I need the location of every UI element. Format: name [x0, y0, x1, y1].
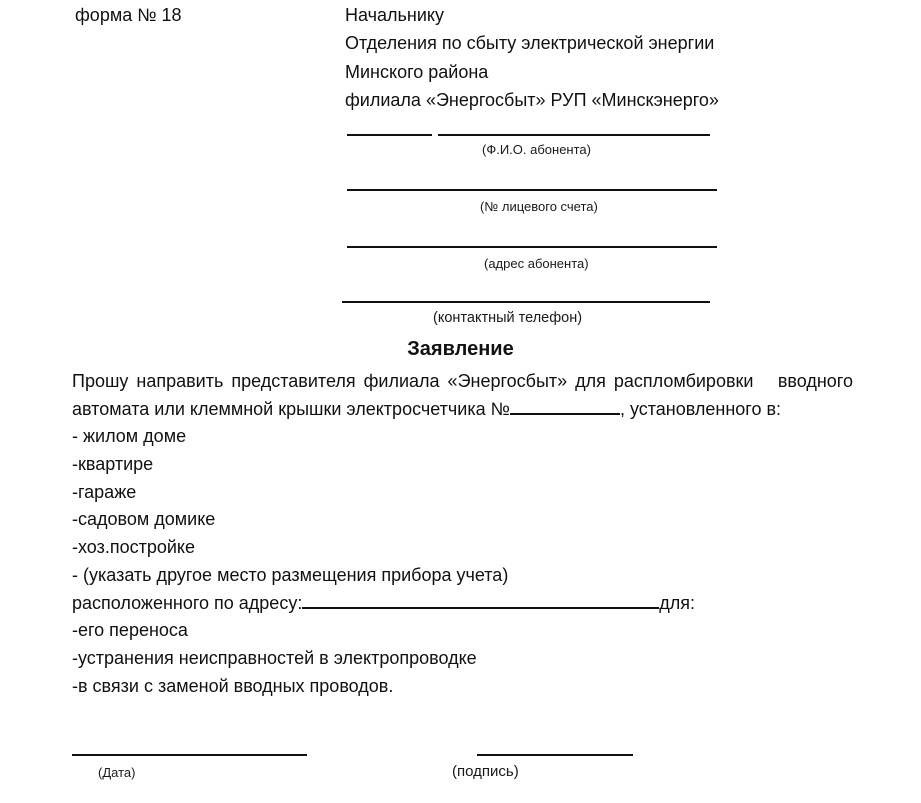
purpose-item: -в связи с заменой вводных проводов. — [72, 675, 394, 696]
phone-caption: (контактный телефон) — [433, 310, 583, 326]
body-line1-last: вводного — [777, 371, 853, 391]
recipient-line: Отделения по сбыту электрической энергии — [345, 33, 715, 54]
fio-caption: (Ф.И.О. абонента) — [482, 142, 591, 157]
phone-underline — [342, 301, 710, 303]
location-item: -квартире — [72, 454, 154, 475]
location-item: - жилом доме — [72, 426, 187, 447]
address-underline — [347, 246, 717, 248]
body-paragraph-line1 — [72, 368, 853, 396]
document-title: Заявление — [407, 338, 514, 360]
recipient-line: филиала «Энергосбыт» РУП «Минскэнерго» — [345, 89, 719, 110]
location-item: -хоз.постройке — [72, 537, 196, 558]
fio-underline-short — [347, 134, 432, 136]
date-underline — [72, 754, 307, 756]
signature-caption: (подпись) — [452, 763, 519, 780]
location-item: - (указать другое место размещения прибора учета) — [72, 564, 509, 585]
location-item: -садовом домике — [72, 509, 216, 530]
signature-underline — [477, 754, 633, 756]
address-for-label: для: — [659, 592, 695, 613]
address-row — [72, 590, 695, 618]
address-caption: (адрес абонента) — [484, 256, 589, 271]
location-item: -гараже — [72, 481, 137, 502]
recipient-line: Начальнику — [345, 5, 444, 25]
recipient-line: Минского района — [345, 61, 489, 82]
body-text — [72, 368, 853, 700]
purpose-item: -устранения неисправностей в электропроводке — [72, 647, 477, 668]
fio-underline-long — [438, 134, 710, 136]
recipient-block — [345, 1, 719, 114]
account-underline — [347, 189, 717, 191]
body-line1-main: Прошу направить представителя филиала «Энергосбыт» для распломбировки — [72, 371, 754, 391]
date-caption: (Дата) — [98, 765, 136, 780]
form-number: форма № 18 — [75, 5, 182, 25]
meter-number-blank — [510, 413, 620, 415]
account-caption: (№ лицевого счета) — [480, 199, 598, 214]
purpose-item: -его переноса — [72, 620, 188, 641]
body-line2-text: автомата или клеммной крышки электросчетчика № — [72, 398, 510, 419]
address-blank — [302, 607, 659, 609]
body-line2-tail: , установленного в: — [619, 398, 782, 419]
address-label: расположенного по адресу: — [72, 592, 303, 613]
body-paragraph-line2 — [72, 396, 853, 424]
